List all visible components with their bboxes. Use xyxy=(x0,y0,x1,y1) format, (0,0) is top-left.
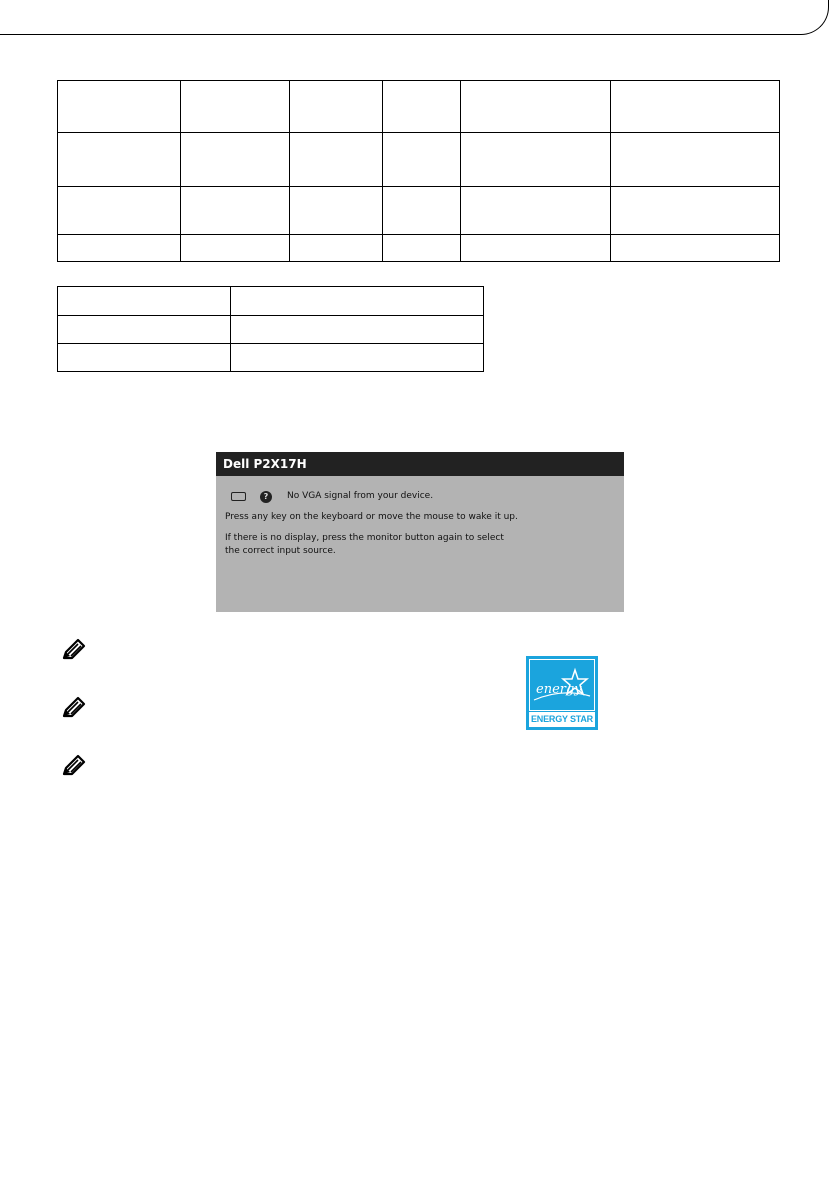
table-cell xyxy=(611,81,780,133)
table-cell xyxy=(230,287,483,316)
energy-star-emblem xyxy=(529,659,595,711)
note-pencil-icon xyxy=(62,696,86,720)
osd-status-message: No VGA signal from your device. xyxy=(287,491,434,501)
energy-script-text: energy xyxy=(536,682,582,697)
osd-title: Dell P2X17H xyxy=(216,452,624,476)
note-pencil-icon xyxy=(62,638,86,662)
help-icon: ? xyxy=(260,491,272,503)
table-cell xyxy=(382,133,461,187)
power-table xyxy=(57,80,780,262)
table-cell xyxy=(180,187,289,235)
table-cell xyxy=(58,344,231,372)
table-cell xyxy=(58,287,231,316)
table-cell xyxy=(180,133,289,187)
table-cell xyxy=(461,133,611,187)
table-cell xyxy=(58,316,231,344)
table-cell xyxy=(289,235,382,262)
table-cell xyxy=(461,235,611,262)
table-cell xyxy=(230,344,483,372)
table-cell xyxy=(382,187,461,235)
osd-wake-message: Press any key on the keyboard or move the mouse to wake it up. xyxy=(225,512,518,522)
table-cell xyxy=(58,81,181,133)
table-row xyxy=(58,81,780,133)
table-cell xyxy=(58,235,181,262)
energy-star-logo xyxy=(526,656,598,730)
table-row xyxy=(58,316,484,344)
table-cell xyxy=(58,133,181,187)
osd-body xyxy=(216,476,624,558)
table-cell xyxy=(461,187,611,235)
table-cell xyxy=(180,235,289,262)
osd-input-message-line1: If there is no display, press the monitor button again to select xyxy=(225,533,504,543)
table-row xyxy=(58,287,484,316)
table-cell xyxy=(180,81,289,133)
table-row xyxy=(58,187,780,235)
energy-star-label: ENERGY STAR xyxy=(529,712,595,727)
table-cell xyxy=(382,235,461,262)
table-cell xyxy=(289,187,382,235)
osd-status-row xyxy=(225,490,624,503)
table-cell xyxy=(611,133,780,187)
table-cell xyxy=(382,81,461,133)
table-cell xyxy=(611,235,780,262)
table-cell xyxy=(58,187,181,235)
vga-connector-icon xyxy=(231,492,246,501)
energy-table xyxy=(57,286,484,372)
osd-input-message-line2: the correct input source. xyxy=(225,546,336,556)
table-cell xyxy=(230,316,483,344)
osd-message-dialog xyxy=(216,452,624,612)
table-cell xyxy=(289,81,382,133)
table-row xyxy=(58,235,780,262)
table-cell xyxy=(461,81,611,133)
page-corner-decoration xyxy=(0,0,829,35)
table-row xyxy=(58,344,484,372)
table-cell xyxy=(611,187,780,235)
table-cell xyxy=(289,133,382,187)
note-pencil-icon xyxy=(62,754,86,778)
star-icon xyxy=(530,660,594,708)
table-row xyxy=(58,133,780,187)
